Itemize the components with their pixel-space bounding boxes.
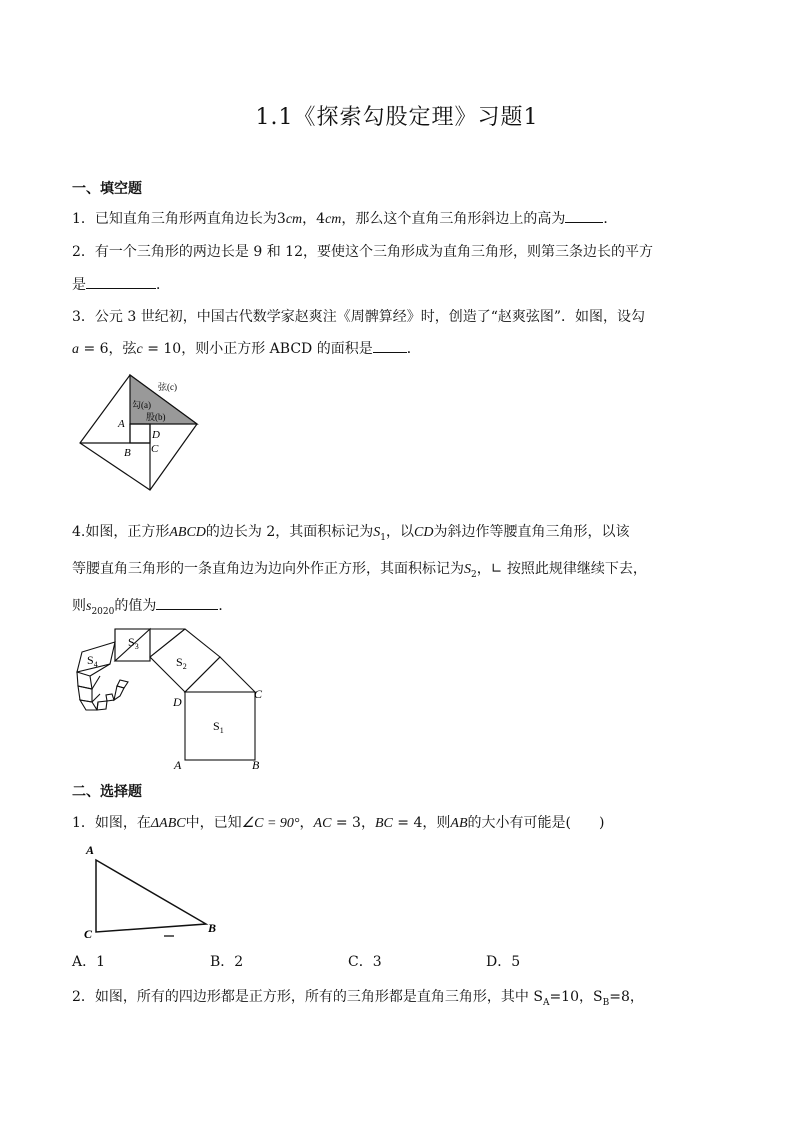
- label-s4: $S_4$: [87, 653, 98, 669]
- label-B: B: [124, 447, 131, 459]
- q4-l1-pre: 4.如图，正方形: [72, 524, 170, 540]
- choice-question-2: [72, 986, 644, 1008]
- c1-bc-val: = 4: [392, 815, 423, 831]
- c1-m1: 中，已知: [185, 815, 242, 831]
- q1-text-pre: 已知直角三角形两直角边长为: [94, 211, 277, 227]
- q3-post: ，则小正方形 ABCD 的面积是: [181, 341, 373, 357]
- q2-answer-blank[interactable]: [86, 276, 156, 289]
- q4-l2-post: ，∟ 按照此规律继续下去，: [476, 561, 647, 577]
- label-s2: $S_2$: [176, 655, 187, 671]
- q3-c-val: = 10: [142, 341, 182, 357]
- label-B: B: [208, 921, 217, 935]
- question-1: [72, 208, 617, 228]
- q4-l1-mid2: ，以: [386, 524, 415, 540]
- q2-end: ．: [156, 277, 170, 293]
- q2-text-pre: 是: [72, 277, 86, 293]
- label-D: D: [173, 695, 182, 709]
- c1-ab: AB: [450, 816, 468, 831]
- q4-s1: S: [373, 525, 381, 540]
- question-2-line-2: [72, 274, 170, 294]
- section-heading-choice: 二、选择题: [72, 784, 142, 800]
- label-A: A: [174, 758, 182, 772]
- spiral-squares-figure: [70, 624, 280, 774]
- label-gu: 股(b): [146, 412, 166, 422]
- edge-7: [92, 694, 100, 702]
- triangle-1: [185, 657, 255, 692]
- edge-6: [92, 676, 100, 689]
- q3-answer-blank[interactable]: [373, 340, 407, 353]
- q4-l1-post: 为斜边作等腰直角三角形，以该: [433, 524, 630, 540]
- c1-bc: BC: [374, 816, 393, 831]
- c2-post: =8，: [609, 989, 644, 1005]
- q3-mid: ，弦: [108, 341, 137, 357]
- label-B: B: [252, 758, 260, 772]
- q1-number: 1．: [72, 211, 95, 227]
- zhao-shuang-figure: [70, 368, 210, 498]
- label-C: C: [84, 927, 93, 941]
- option-a[interactable]: A．1: [72, 954, 106, 970]
- q4-l1-mid: 的边长为 2，其面积标记为: [205, 524, 374, 540]
- square-s7: [80, 700, 97, 710]
- q1-sep: ，: [302, 211, 317, 227]
- q4-s2: S: [464, 562, 471, 577]
- label-A: A: [86, 843, 95, 857]
- c1-angle: ∠C = 90°: [241, 816, 300, 831]
- option-b[interactable]: B．2: [210, 954, 244, 970]
- q4-l3-pre: 则: [72, 598, 86, 614]
- question-3-line-2: [72, 338, 421, 358]
- c1-ac-val: = 3: [331, 815, 361, 831]
- q3-a-var: a: [72, 342, 79, 357]
- option-d[interactable]: D．5: [486, 954, 521, 970]
- question-3-line-1: 3．公元 3 世纪初，中国古代数学家赵爽注《周髀算经》时，创造了“赵爽弦图”．如图，设勾: [72, 309, 646, 325]
- option-c[interactable]: C．3: [348, 954, 382, 970]
- question-4-line-2: [72, 558, 647, 580]
- triangle-abc: [96, 860, 206, 932]
- question-4-line-3: [72, 595, 232, 617]
- q4-abcd: ABCD: [169, 525, 206, 540]
- square-s2: [150, 629, 220, 692]
- q4-l3-end: ．: [218, 598, 233, 614]
- section-heading-fill: 一、填空题: [72, 181, 142, 197]
- triangle-abc-figure: [80, 838, 230, 943]
- q4-s2020: s: [86, 599, 92, 614]
- q4-answer-blank[interactable]: [156, 597, 218, 610]
- label-s1: $S_1$: [213, 719, 224, 735]
- q1-unit1: cm: [285, 212, 303, 227]
- q4-l3-mid: 的值为: [114, 598, 157, 614]
- q1-answer-blank[interactable]: [565, 210, 603, 223]
- q3-a-val: = 6: [79, 341, 109, 357]
- question-2-line-1: 2．有一个三角形的两边长是 9 和 12，要使这个三角形成为直角三角形，则第三条边长的平方: [72, 244, 653, 260]
- q3-c-var: c: [136, 342, 143, 357]
- label-C: C: [151, 443, 159, 455]
- edge-8: [97, 702, 98, 710]
- choice-question-1: [72, 812, 604, 832]
- c2-sub-a: A: [542, 997, 550, 1008]
- q1-text-post: ，那么这个直角三角形斜边上的高为: [341, 211, 566, 227]
- q4-s2-sub: 2: [471, 569, 477, 580]
- label-C: C: [254, 687, 263, 701]
- c2-mid: =10，S: [549, 989, 603, 1005]
- q4-cd: CD: [414, 525, 434, 540]
- c1-m4: ，则: [422, 815, 451, 831]
- c1-ac: AC: [313, 816, 332, 831]
- q1-b: 4: [316, 211, 326, 227]
- c2-pre: 2．如图，所有的四边形都是正方形，所有的三角形都是直角三角形，其中 S: [72, 989, 543, 1005]
- small-square: [130, 424, 150, 443]
- q1-unit2: cm: [325, 212, 342, 227]
- c1-post: 的大小有可能是( ): [467, 815, 605, 831]
- c2-sub-b: B: [602, 997, 610, 1008]
- label-s3: $S_3$: [128, 635, 139, 651]
- label-gou: 勾(a): [132, 400, 151, 410]
- label-A: A: [118, 418, 125, 430]
- label-D: D: [152, 429, 160, 441]
- q1-a: 3: [276, 211, 286, 227]
- page-title: 1.1《探索勾股定理》习题1: [255, 105, 539, 130]
- q1-end: ．: [603, 211, 618, 227]
- label-chord: 弦(c): [158, 382, 177, 392]
- c1-m3: ，: [360, 815, 375, 831]
- question-4-line-1: [72, 521, 629, 543]
- q3-end: ．: [406, 341, 421, 357]
- c1-pre: 1．如图，在: [72, 815, 151, 831]
- q4-l2-pre: 等腰直角三角形的一条直角边为边向外作正方形，其面积标记为: [72, 561, 464, 577]
- q4-s2020-sub: 2020: [91, 606, 115, 617]
- square-s9: [106, 694, 114, 701]
- c1-tri: ΔABC: [150, 816, 186, 831]
- q4-s1-sub: 1: [380, 532, 387, 543]
- edge-2: [150, 629, 185, 657]
- c1-m2: ，: [299, 815, 314, 831]
- square-s11: [117, 680, 128, 688]
